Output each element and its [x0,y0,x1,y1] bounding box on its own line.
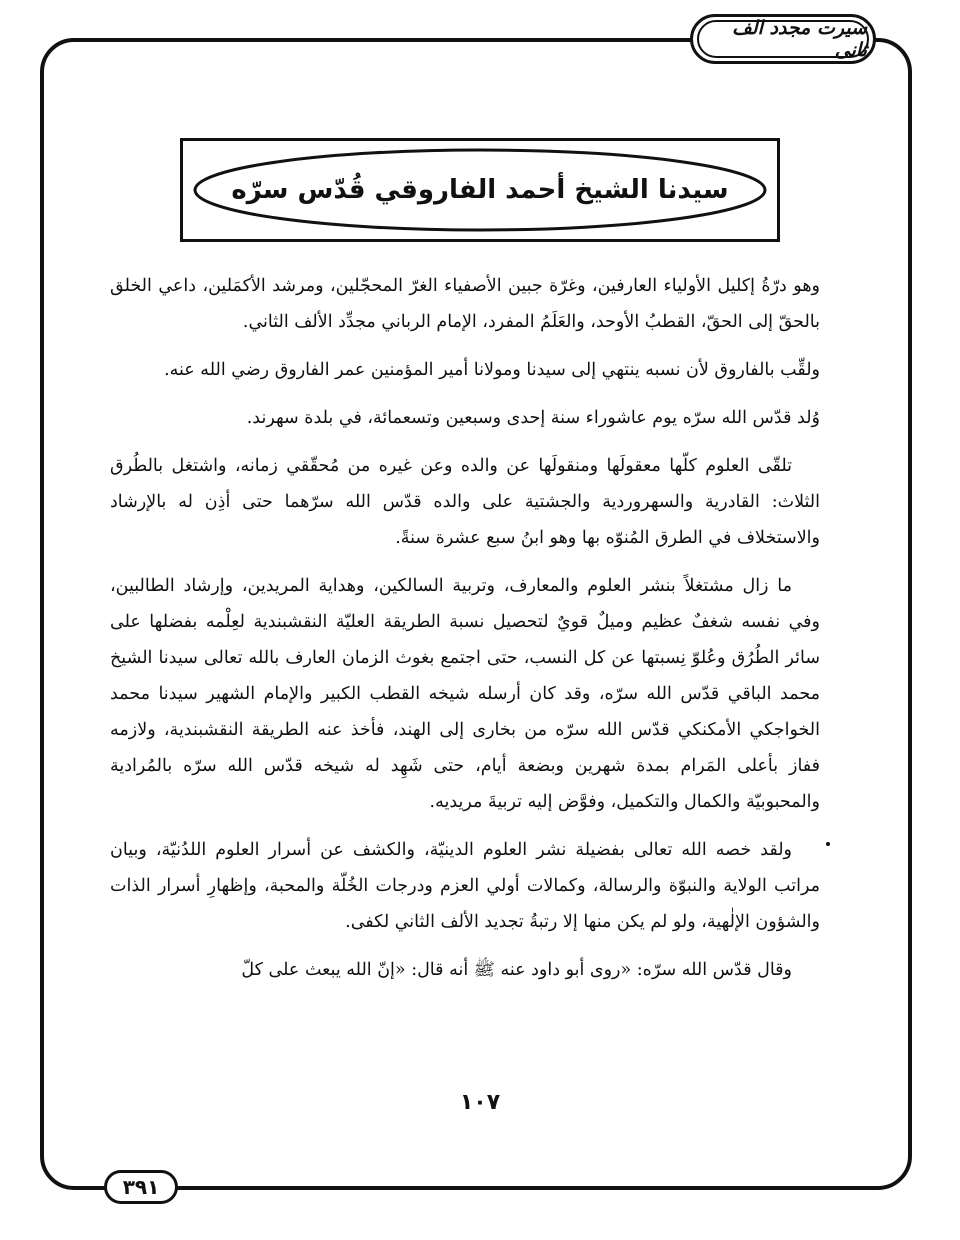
outer-page-number: ٣٩١ [104,1170,178,1204]
paragraph: ما زال مشتغلاً بنشر العلوم والمعارف، وتربية السالكين، وهداية المريدين، وإرشاد الطالبين، وفي نفسه شغفٌ عظيم وميلٌ قويٌ لتحصيل نسبة الطريقة العليّة النقشبندية لعِلْمه بفضلها على سائر الطُرُق وعُلوّ نِسبتها عن كل النسب، حتى اجتمع بغوث الزمان العارف بالله تعالى سيدنا الشيخ محمد الباقي قدّس الله سرّه، وقد كان أرسله شيخه القطب الكبير والإمام الشهير سيدنا محمد الخواجكي الأمكنكي قدّس الله سرّه من بخارى إلى الهند، فأخذ عنه الطريقة النقشبندية، ولازمه ففاز بأعلى المَرام بمدة شهرين وبضعة أيام، حتى شَهِد له شيخه قدّس الله سرّه بالمُرادية والمحبوبيّة والكمال والتكميل، وفوَّض إليه تربيةَ مريديه. [110,576,820,812]
inner-page-number: ١٠٧ [459,1090,501,1115]
paragraph: وُلد قدّس الله سرّه يوم عاشوراء سنة إحدى وسبعين وتسعمائة، في بلدة سهرند. [246,408,820,428]
running-header-title: سیرت مجدد الف ثانی [697,20,869,58]
body-text [110,268,820,1000]
paragraph: ولقد خصه الله تعالى بفضيلة نشر العلوم الدينيّة، والكشف عن أسرار العلوم اللدُنيّة، وبيان مراتب الولاية والنبوّة والرسالة، وكمالات أولي العزم ودرجات الخُلّة والمحبة، وإظهارِ أسرار الذات والشؤون الإلٰهية، ولو لم يكن منها إلا رتبةُ تجديد الألف الثاني لكفى. [110,840,820,932]
chapter-title: سيدنا الشيخ أحمد الفاروقي قُدّس سرّه [231,175,729,205]
paragraph: وقال قدّس الله سرّه: «روى أبو داود عنه ﷺ أنه قال: «إنّ الله يبعث على كلّ [241,960,792,980]
paragraph: ولقِّب بالفاروق لأن نسبه ينتهي إلى سيدنا ومولانا أمير المؤمنين عمر الفاروق رضي الله عنه. [164,360,820,380]
paragraph: وهو درّةُ إكليل الأولياء العارفين، وغرّة جبين الأصفياء الغرّ المحجّلين، ومرشد الأكمَلين، داعي الخلق بالحقّ إلى الحقّ، القطبُ الأوحد، والعَلَمُ المفرد، الإمام الرباني مجدِّد الألف الثاني. [110,276,820,332]
running-header [690,14,876,64]
paragraph: تلقّى العلوم كلّها معقولَها ومنقولَها عن والده وعن غيره من مُحقّقي زمانه، واشتغل بالطُرق الثلاث: القادرية والسهروردية والجشتية على والده قدّس الله سرّهما حتى أذِن له بالإرشاد والاستخلاف في الطرق المُنوّه بها وهو ابنُ سبع عشرة سنةً. [110,456,820,548]
chapter-title-box [180,138,780,242]
margin-mark [826,842,830,846]
